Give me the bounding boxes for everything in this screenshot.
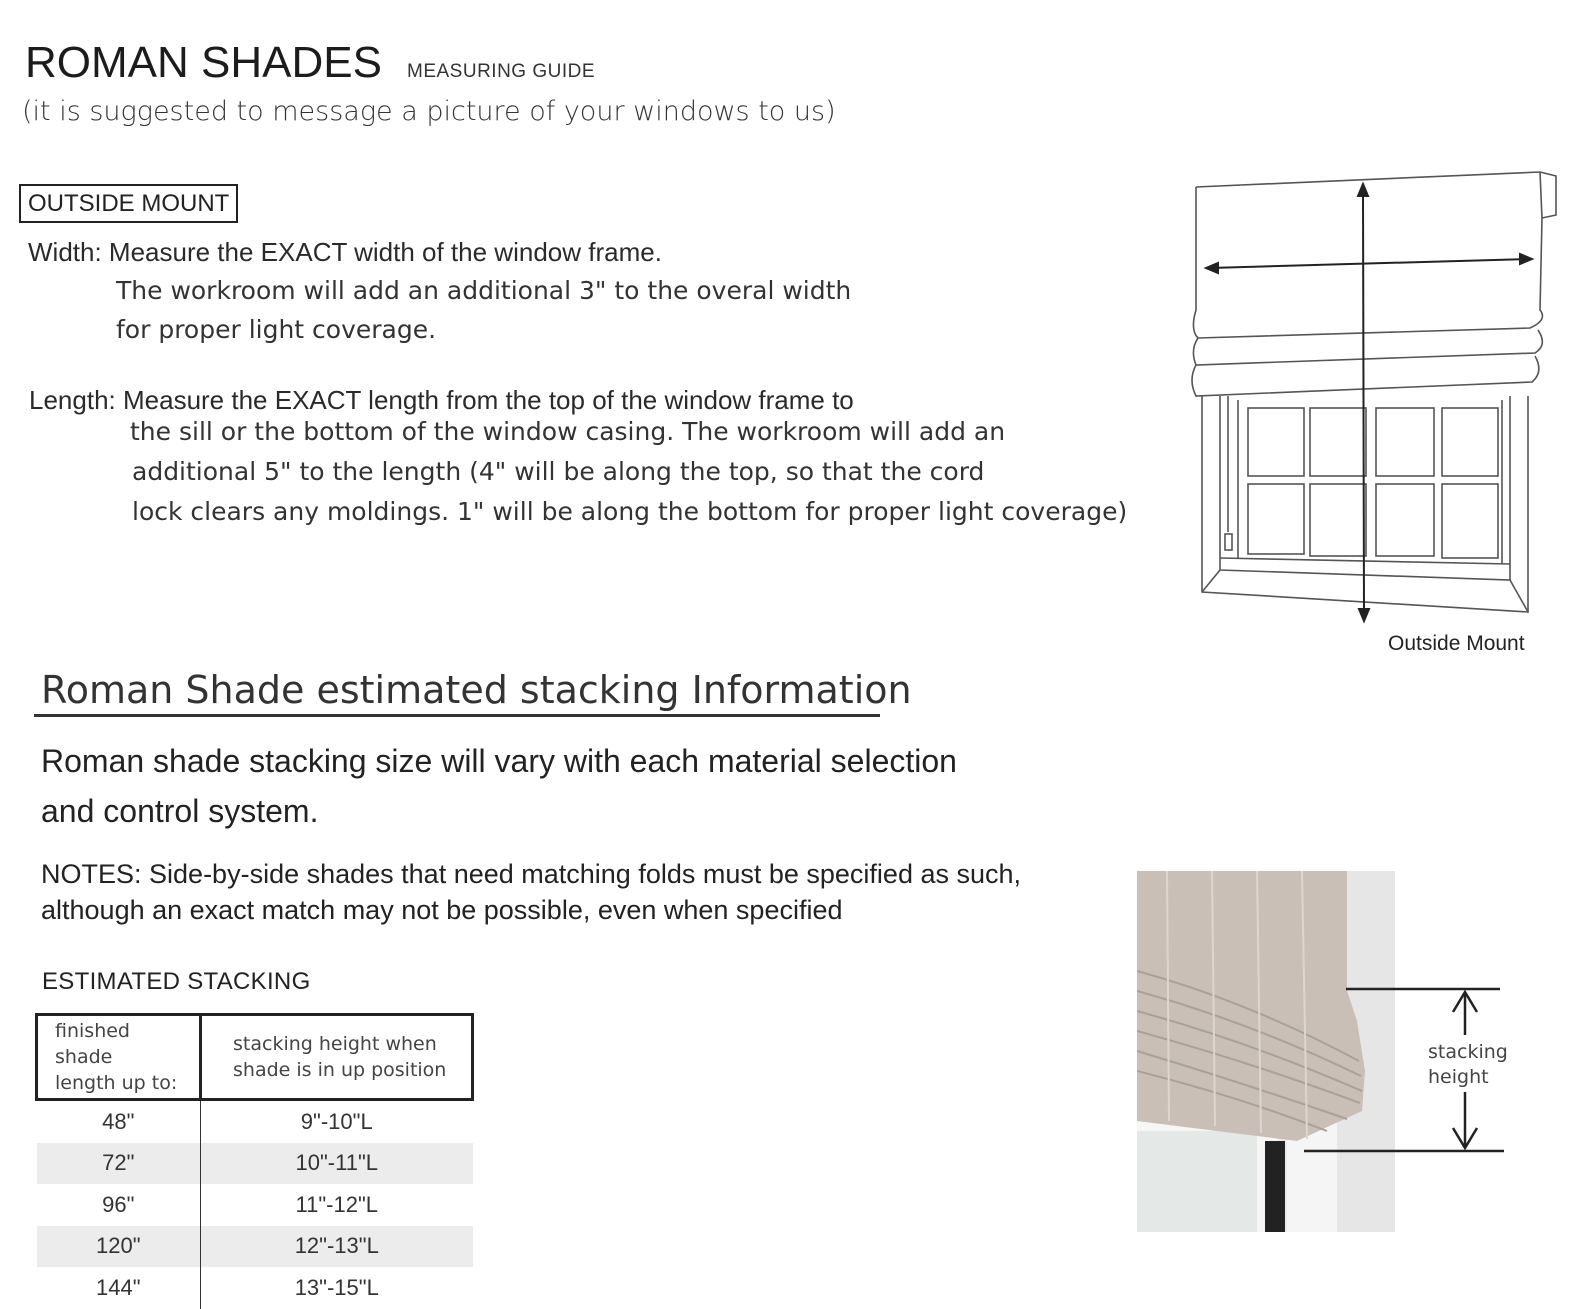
length-label: Length:: [29, 385, 116, 415]
stacking-description-line-1: Roman shade stacking size will vary with each material selection: [41, 743, 957, 779]
outside-mount-diagram: [1180, 160, 1575, 630]
length-note-line-3: lock clears any moldings. 1" will be along the bottom for proper light coverage): [132, 497, 1128, 526]
diagram-caption: Outside Mount: [1388, 632, 1525, 655]
page-subtitle: MEASURING GUIDE: [407, 61, 596, 82]
table-row: [37, 1267, 473, 1309]
notes-line-1: Side-by-side shades that need matching folds must be specified as such,: [149, 859, 1022, 889]
length-instruction: [29, 385, 854, 416]
height-cell: 12"-13"L: [201, 1226, 473, 1268]
length-cell: 48": [37, 1100, 201, 1143]
column-header-length: finished shade length up to:: [37, 1015, 201, 1100]
stacking-table: [35, 1013, 474, 1309]
length-note-line-2: additional 5" to the length (4" will be along the top, so that the cord: [132, 457, 985, 486]
heading-underline: [34, 714, 880, 717]
width-label: Width:: [28, 237, 102, 267]
stacking-description: [41, 736, 957, 836]
stacking-description-line-2: and control system.: [41, 793, 319, 829]
width-text: Measure the EXACT width of the window frame.: [108, 237, 662, 267]
stacking-height-label: stacking height: [1428, 1041, 1508, 1088]
table-row: [37, 1226, 473, 1268]
table-row: [37, 1100, 473, 1143]
height-cell: 11"-12"L: [295, 1191, 378, 1217]
width-note-line-2: for proper light coverage.: [116, 315, 437, 344]
width-instruction: [28, 237, 662, 268]
page-title: ROMAN SHADES: [25, 38, 382, 87]
stacking-heading: Roman Shade estimated stacking Information: [41, 668, 912, 712]
length-cell: 72": [37, 1143, 201, 1185]
length-cell: 144": [37, 1267, 201, 1309]
notes-line-2: although an exact match may not be possible, even when specified: [41, 895, 843, 925]
table-row: [37, 1143, 473, 1185]
length-cell: 96": [37, 1184, 201, 1226]
table-row: [37, 1184, 473, 1226]
notes-label: NOTES:: [41, 859, 142, 889]
height-cell: 10"-11"L: [201, 1143, 473, 1185]
outside-mount-heading: OUTSIDE MOUNT: [19, 184, 238, 223]
length-cell: 120": [37, 1226, 201, 1268]
column-header-stacking-height: stacking height when shade is in up position: [201, 1015, 473, 1100]
length-note-line-1: the sill or the bottom of the window casing. The workroom will add an: [130, 417, 1006, 446]
length-text: Measure the EXACT length from the top of the window frame to: [122, 385, 854, 415]
notes-block: [41, 856, 1021, 928]
height-cell: 13"-15"L: [294, 1274, 379, 1300]
width-note-line-1: The workroom will add an additional 3" to the overal width: [116, 276, 852, 305]
height-cell: 9"-10"L: [300, 1108, 373, 1134]
estimated-stacking-title: ESTIMATED STACKING: [42, 968, 311, 995]
suggestion-text: (it is suggested to message a picture of your windows to us): [22, 96, 836, 127]
